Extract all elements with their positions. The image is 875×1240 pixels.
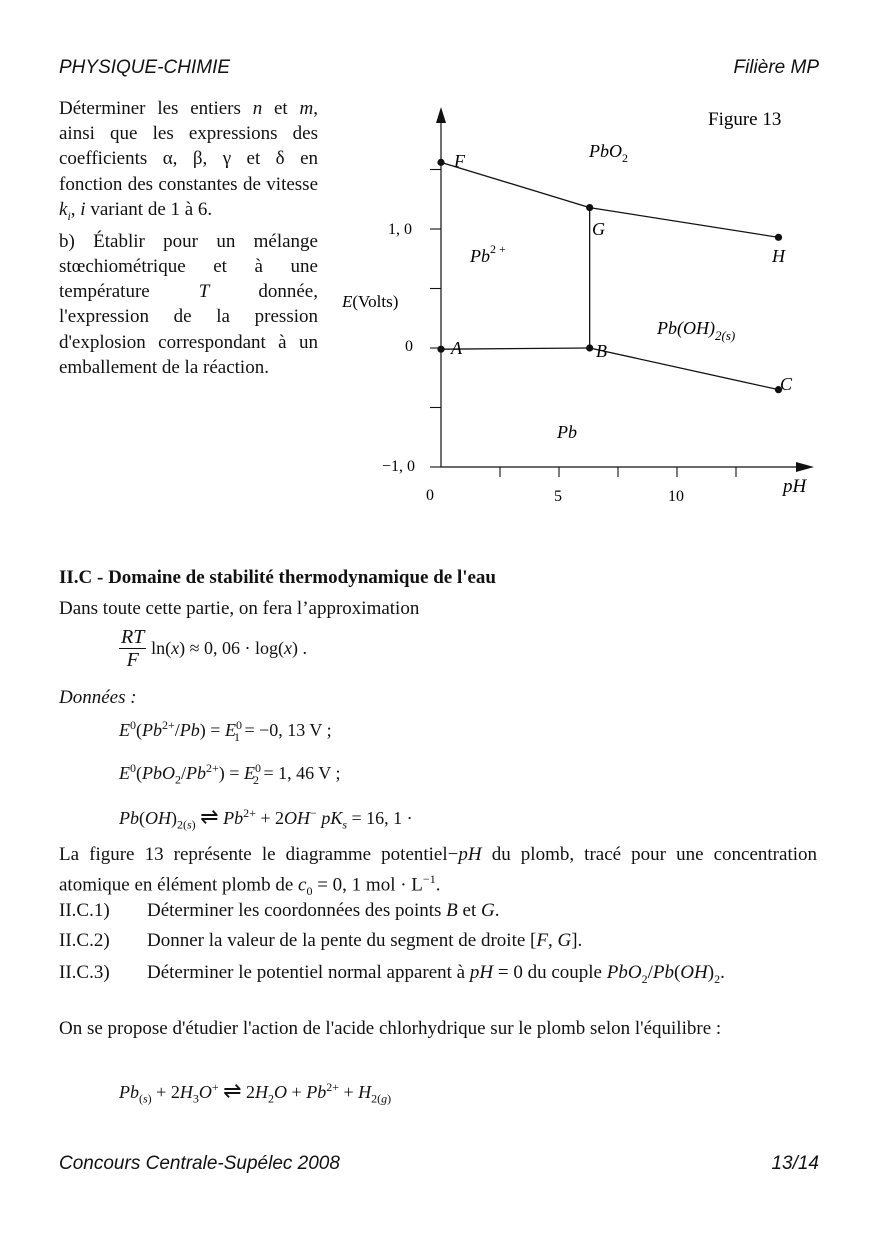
domain-PbO2: PbO$_2$: [589, 141, 628, 165]
y-tick-label-m1: −1, 0: [382, 458, 416, 475]
x-tick-label-0: 0: [426, 487, 434, 504]
question-II-C-3: II.C.3) Déterminer le potentiel normal apparent à pH = 0 du couple $PbO_2/Pb(OH)_2$.: [59, 962, 725, 986]
point-A: [437, 346, 444, 353]
question-II-C-2: [59, 930, 817, 952]
study-text: On se propose d'étudier l'action de l'acide chlorhydrique sur le plomb selon l'équilibre :: [59, 1018, 722, 1039]
y-axis-label: E(Volts): [342, 292, 399, 311]
x-axis-arrow: [796, 462, 814, 472]
point-label-C: C: [780, 374, 793, 394]
section-title: II.C - Domaine de stabilité thermodynamique de l'eau: [59, 567, 496, 588]
header-track: Filière MP: [733, 57, 819, 78]
footer-exam: Concours Centrale-Supélec 2008: [59, 1153, 340, 1174]
x-tick-marks: [500, 467, 736, 477]
question-1-text: Déterminer les coordonnées des points B et G.: [147, 900, 500, 921]
point-label-F: F: [454, 151, 465, 171]
labeled-points: [437, 159, 782, 393]
point-B: [586, 344, 593, 351]
question-1-number: II.C.1): [59, 900, 110, 921]
x-axis-label: pH: [783, 476, 807, 497]
approximation-formula: $\frac{RT}{F}$ ln(x) ≈ 0, 06 · log(x) .: [121, 626, 307, 671]
question-II-C-1: [59, 900, 817, 922]
segment-G-H: [590, 208, 779, 238]
boundary-lines: [441, 162, 778, 389]
donnees-label: Données :: [59, 687, 137, 708]
question-3-number: II.C.3): [59, 962, 110, 983]
figure-description: La figure 13 représente le diagramme potentiel−pH du plomb, tracé pour une concentration atomique en élément plomb de $c_0 = 0$, 1 mol · $L^{-1}$.: [59, 844, 818, 899]
data-line-2: $E^0(PbO_2/Pb^{2+}) = E^0_2 = 1$, 46 V ;: [119, 761, 341, 787]
domain-Pb2plus: $Pb^{2 +}$: [470, 242, 506, 266]
point-label-A: A: [451, 338, 462, 358]
point-label-G: G: [592, 219, 605, 239]
pourbaix-diagram: [330, 95, 825, 510]
segment-A-B: [441, 348, 590, 349]
y-tick-label-0: 0: [405, 338, 413, 355]
point-G: [586, 204, 593, 211]
point-label-H: H: [772, 246, 785, 266]
left-paragraph-1: Déterminer les entiers n et m, ainsi que les expressions des coefficients α, β, γ et δ en fonction des constantes de vitesse $k_i$, i variant de 1 à 6.: [59, 98, 318, 223]
domain-PbOH2: $Pb(OH)_{2(s)}$: [657, 318, 736, 343]
x-tick-label-10: 10: [668, 488, 684, 505]
data-line-3: $Pb(OH)_{2(s)}$ ⇌ $Pb^{2+} + 2OH^-$ $pK_s = 16$, 1 ·: [119, 804, 413, 832]
y-axis-arrow: [436, 107, 446, 123]
question-2-number: II.C.2): [59, 930, 110, 951]
reaction-equation: $Pb_{(s)} + 2H_3O^+$ ⇌ $2H_2O + Pb^{2+} + H_{2(g)}$: [119, 1078, 392, 1106]
left-paragraph: [59, 96, 318, 380]
x-tick-label-5: 5: [554, 488, 562, 505]
footer-page: 13/14: [771, 1153, 819, 1174]
data-line-1: $E^0(Pb^{2+}/Pb) = E^0_1 = -0$, 13 V ;: [119, 718, 332, 744]
segment-B-C: [590, 348, 779, 390]
header-subject: PHYSIQUE-CHIMIE: [59, 57, 231, 78]
left-paragraph-2: b) Établir pour un mélange stœchiométrique et à une température T donnée, l'expression de la pression d'explosion correspondant à un emballement de la réaction.: [59, 230, 318, 378]
point-label-B: B: [596, 341, 607, 361]
question-2-text: Donner la valeur de la pente du segment de droite [F, G].: [147, 930, 583, 951]
figure-title: Figure 13: [708, 109, 782, 130]
domain-Pb: Pb: [557, 422, 577, 442]
section-intro: Dans toute cette partie, on fera l’approximation: [59, 598, 420, 619]
point-F: [437, 159, 444, 166]
point-H: [775, 234, 782, 241]
y-tick-label-1: 1, 0: [388, 221, 412, 238]
y-tick-marks: [430, 170, 441, 468]
